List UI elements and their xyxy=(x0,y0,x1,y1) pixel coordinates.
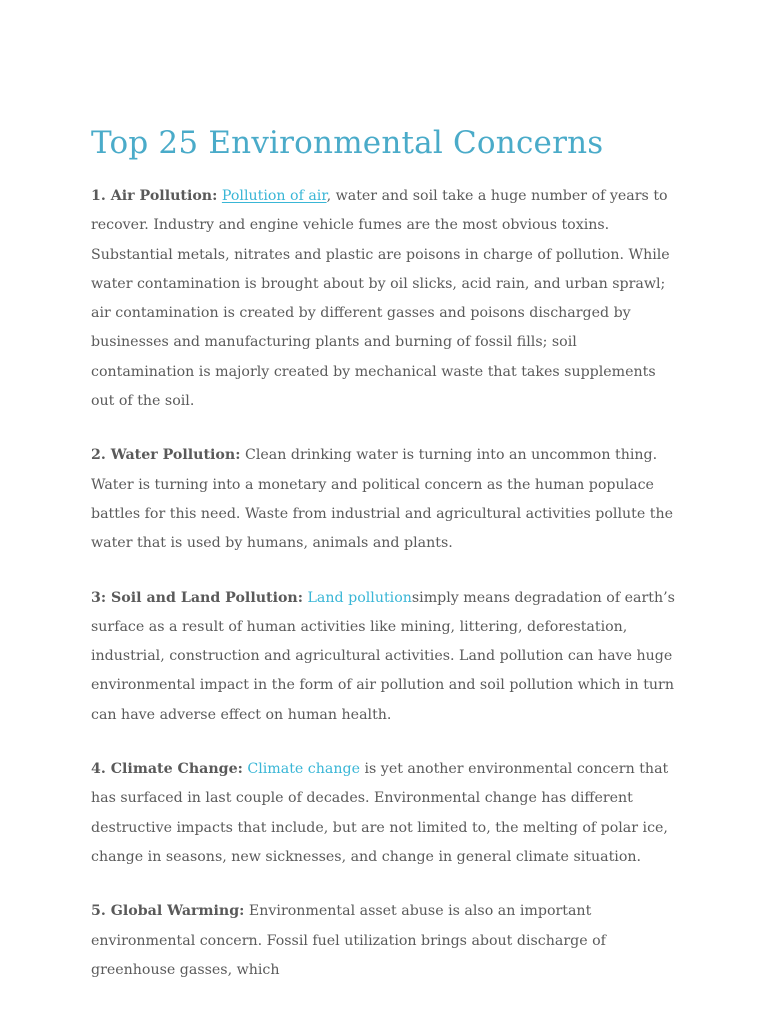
section-heading: 3: Soil and Land Pollution: xyxy=(91,589,303,606)
section-body: Environmental asset abuse is also an important environmental concern. Fossil fuel utilization brings about discharge of greenhouse gasses, which xyxy=(91,903,606,978)
section-global-warming xyxy=(91,897,678,985)
section-body: simply means degradation of earth’s surface as a result of human activities like mining, littering, deforestation, industrial, construction and agricultural activities. Land pollution can have huge environmental impact in the form of air pollution and soil pollution which in turn can have adverse effect on human health. xyxy=(91,589,675,723)
pollution-of-air-link[interactable]: Pollution of air xyxy=(221,188,327,204)
section-water-pollution xyxy=(91,441,678,558)
section-air-pollution xyxy=(91,182,678,416)
section-heading: 5. Global Warming: xyxy=(91,903,245,920)
section-climate-change xyxy=(91,755,678,872)
section-heading: 1. Air Pollution: xyxy=(91,188,218,204)
document-title: Top 25 Environmental Concerns xyxy=(91,125,604,161)
climate-change-link[interactable]: Climate change xyxy=(247,761,360,778)
section-heading: 2. Water Pollution: xyxy=(91,447,241,464)
land-pollution-link[interactable]: Land pollution xyxy=(307,589,412,606)
section-soil-land-pollution xyxy=(91,584,678,730)
section-body: Clean drinking water is turning into an uncommon thing. Water is turning into a monetary and political concern as the human populace battles for this need. Waste from industrial and agricultural activities pollute the water that is used by humans, animals and plants. xyxy=(91,447,673,552)
section-body: is yet another environmental concern that has surfaced in last couple of decades. Environmental change has different destructive impacts that include, but are not limited to, the melting of polar ice, change in seasons, new sicknesses, and change in general climate situation. xyxy=(91,761,669,865)
section-body: , water and soil take a huge number of years to recover. Industry and engine vehicle fumes are the most obvious toxins. Substantial metals, nitrates and plastic are poisons in charge of pollution. While water contamination is brought about by oil slicks, acid rain, and urban sprawl; air contamination is created by different gasses and poisons discharged by businesses and manufacturing plants and burning of fossil fills; soil contamination is majorly created by mechanical waste that takes supplements out of the soil. xyxy=(91,188,670,410)
section-heading: 4. Climate Change: xyxy=(91,761,243,778)
